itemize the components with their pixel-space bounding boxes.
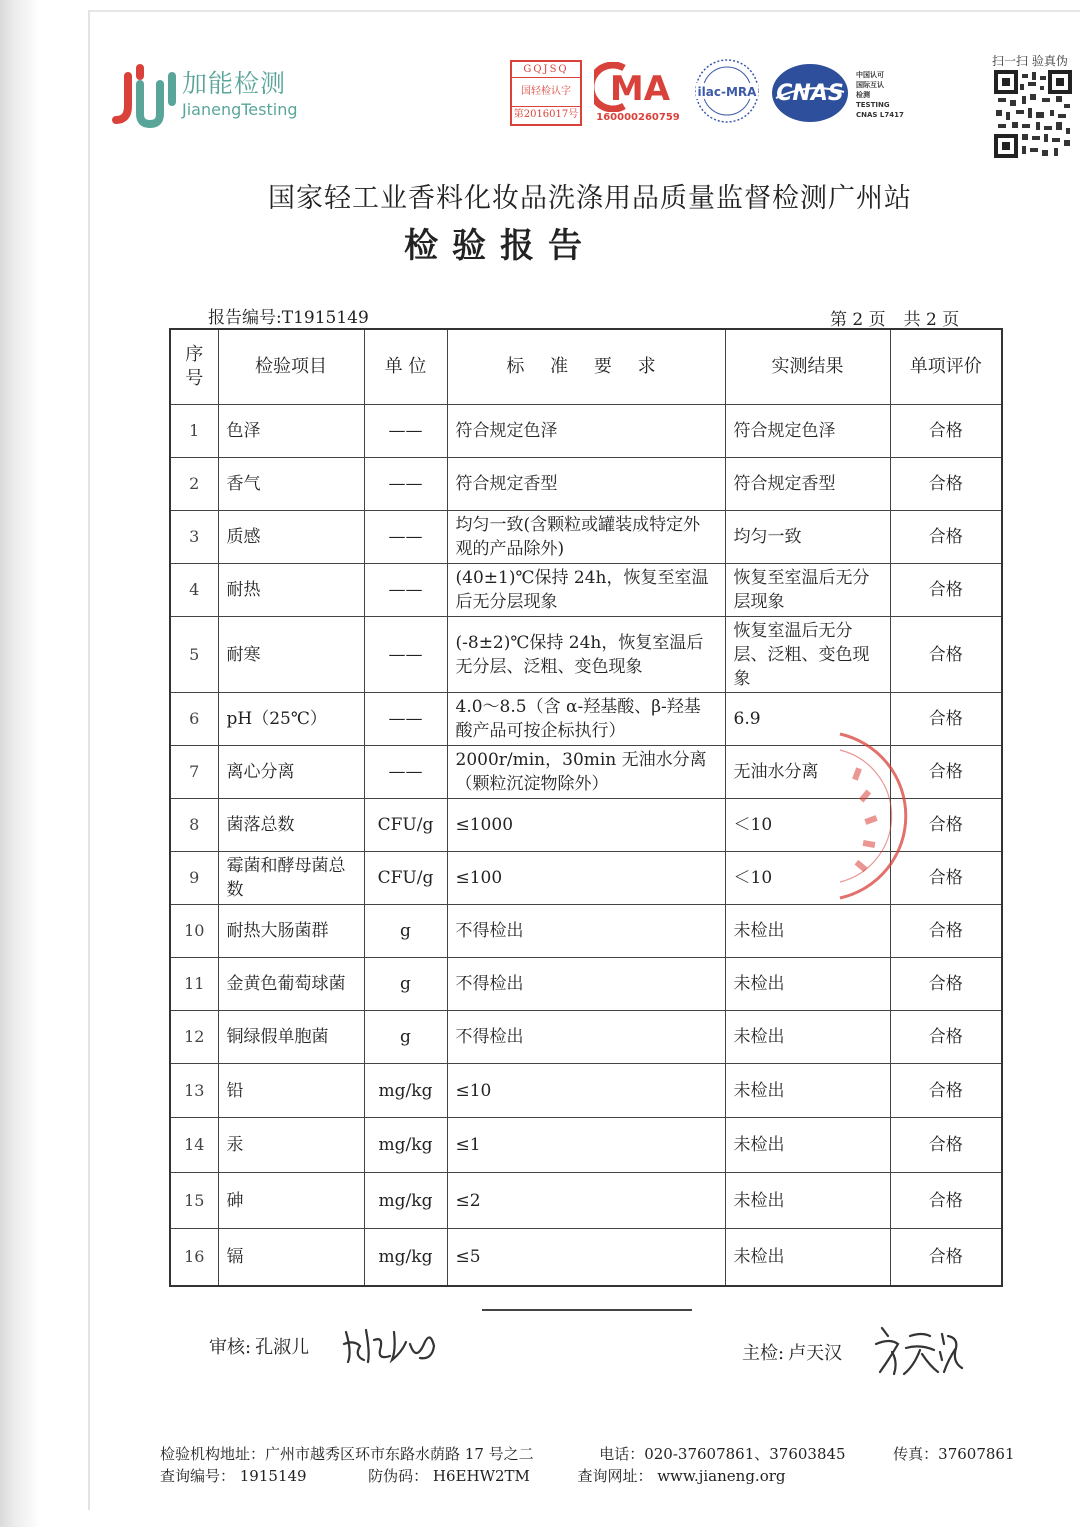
col-header-standard: 标 准 要 求 — [447, 329, 725, 405]
cma-logo-icon — [594, 62, 682, 112]
row-standard: ≤100 — [447, 852, 725, 905]
table-row — [170, 405, 1002, 458]
row-result: 符合规定香型 — [725, 458, 890, 511]
row-verdict: 合格 — [890, 1118, 1002, 1173]
gqjsq-mid: 国轻检认字 — [521, 86, 571, 97]
row-item: pH（25℃） — [218, 693, 364, 746]
footer-address: 检验机构地址：广州市越秀区环市东路水荫路 17 号之二 — [160, 1445, 534, 1463]
inspector-label: 主检: — [742, 1343, 785, 1364]
gqjsq-cert-mark — [510, 60, 582, 126]
reviewer-label: 审核: — [209, 1337, 252, 1358]
row-verdict: 合格 — [890, 852, 1002, 905]
scan-shadow — [0, 0, 40, 1527]
jn-logo-icon — [110, 62, 180, 132]
row-index: 15 — [170, 1173, 218, 1229]
footer-query-no: 查询编号： 1915149 — [160, 1467, 307, 1485]
row-standard: 不得检出 — [447, 1011, 725, 1064]
page-current: 第 2 页 — [830, 310, 886, 330]
row-unit: g — [364, 958, 447, 1011]
row-verdict: 合格 — [890, 405, 1002, 458]
row-item: 耐热 — [218, 564, 364, 617]
row-unit: —— — [364, 746, 447, 799]
organization-title: 国家轻工业香料化妆品洗涤用品质量监督检测广州站 — [268, 183, 912, 214]
inspector-block — [742, 1339, 842, 1365]
row-result: 恢复至室温后无分层现象 — [725, 564, 890, 617]
row-standard: 符合规定香型 — [447, 458, 725, 511]
row-result: 未检出 — [725, 958, 890, 1011]
row-result: 均匀一致 — [725, 511, 890, 564]
row-standard: 均匀一致(含颗粒或罐装成特定外观的产品除外) — [447, 511, 725, 564]
row-unit: —— — [364, 405, 447, 458]
row-verdict: 合格 — [890, 1064, 1002, 1118]
row-unit: mg/kg — [364, 1229, 447, 1286]
row-unit: —— — [364, 693, 447, 746]
row-unit: CFU/g — [364, 852, 447, 905]
cnas-mark — [770, 62, 850, 124]
row-verdict: 合格 — [890, 905, 1002, 958]
row-item: 离心分离 — [218, 746, 364, 799]
row-result: 未检出 — [725, 1118, 890, 1173]
row-result: 6.9 — [725, 693, 890, 746]
row-standard: (40±1)℃保持 24h，恢复至室温后无分层现象 — [447, 564, 725, 617]
row-index: 14 — [170, 1118, 218, 1173]
row-index: 16 — [170, 1229, 218, 1286]
gqjsq-top: GQJSQ — [512, 62, 580, 78]
ilac-mra-mark — [694, 58, 760, 124]
qr-label: 扫一扫 验真伪 — [992, 54, 1068, 68]
row-result: 无油水分离 — [725, 746, 890, 799]
row-result: ＜10 — [725, 852, 890, 905]
table-row — [170, 905, 1002, 958]
row-verdict: 合格 — [890, 564, 1002, 617]
footer-website[interactable]: 查询网址： www.jianeng.org — [577, 1467, 786, 1485]
inspector-signature-icon — [872, 1322, 964, 1378]
row-standard: ≤10 — [447, 1064, 725, 1118]
row-item: 汞 — [218, 1118, 364, 1173]
ilac-mra-logo-icon — [694, 58, 760, 124]
row-standard: 2000r/min，30min 无油水分离（颗粒沉淀物除外） — [447, 746, 725, 799]
row-verdict: 合格 — [890, 746, 1002, 799]
row-index: 12 — [170, 1011, 218, 1064]
row-item: 耐热大肠菌群 — [218, 905, 364, 958]
row-item: 砷 — [218, 1173, 364, 1229]
row-index: 6 — [170, 693, 218, 746]
report-number: 报告编号:T1915149 — [208, 308, 369, 328]
row-verdict: 合格 — [890, 958, 1002, 1011]
row-unit: mg/kg — [364, 1173, 447, 1229]
reviewer-signature-icon — [340, 1322, 440, 1366]
table-row — [170, 1064, 1002, 1118]
row-unit: g — [364, 905, 447, 958]
footer-line-1 — [160, 1443, 1015, 1464]
logo-text-en: JianengTesting — [182, 100, 298, 119]
qr-code-icon[interactable] — [994, 70, 1072, 158]
cnas-line: 国际互认 — [856, 81, 884, 89]
row-item: 色泽 — [218, 405, 364, 458]
inspector-name: 卢天汉 — [788, 1343, 843, 1364]
cma-number: 160000260759 — [596, 112, 680, 123]
table-row — [170, 617, 1002, 693]
row-standard: 4.0～8.5（含 α-羟基酸、β-羟基酸产品可按企标执行） — [447, 693, 725, 746]
col-header-result: 实测结果 — [725, 329, 890, 405]
col-header-index: 序号 — [170, 329, 218, 405]
footer-anti-fake: 防伪码： H6EHW2TM — [368, 1467, 530, 1485]
row-result: ＜10 — [725, 799, 890, 852]
cnas-caption — [856, 70, 916, 120]
signature-divider — [482, 1309, 692, 1311]
scan-edge-top — [90, 10, 1080, 12]
row-verdict: 合格 — [890, 1229, 1002, 1286]
row-standard: ≤1 — [447, 1118, 725, 1173]
cma-cert-mark — [594, 62, 682, 128]
row-unit: —— — [364, 617, 447, 693]
row-item: 镉 — [218, 1229, 364, 1286]
row-unit: —— — [364, 458, 447, 511]
row-item: 霉菌和酵母菌总数 — [218, 852, 364, 905]
row-verdict: 合格 — [890, 1011, 1002, 1064]
footer-phone: 电话：020-37607861、37603845 — [599, 1445, 846, 1463]
company-logo — [110, 62, 310, 132]
table-row — [170, 1011, 1002, 1064]
page-indicator — [830, 305, 959, 330]
row-unit: mg/kg — [364, 1064, 447, 1118]
row-result: 未检出 — [725, 1064, 890, 1118]
reviewer-block — [209, 1333, 309, 1359]
reviewer-name: 孔淑儿 — [255, 1337, 310, 1358]
row-index: 7 — [170, 746, 218, 799]
row-index: 11 — [170, 958, 218, 1011]
row-standard: 不得检出 — [447, 958, 725, 1011]
table-row — [170, 958, 1002, 1011]
row-verdict: 合格 — [890, 799, 1002, 852]
official-seal-icon — [800, 728, 910, 908]
col-header-verdict: 单项评价 — [890, 329, 1002, 405]
row-item: 铜绿假单胞菌 — [218, 1011, 364, 1064]
row-result: 恢复室温后无分层、泛粗、变色现象 — [725, 617, 890, 693]
cnas-line: 检测 — [856, 91, 870, 99]
scan-edge-left — [88, 10, 90, 1510]
row-index: 10 — [170, 905, 218, 958]
row-result: 未检出 — [725, 1011, 890, 1064]
row-result: 符合规定色泽 — [725, 405, 890, 458]
table-row — [170, 458, 1002, 511]
row-item: 铅 — [218, 1064, 364, 1118]
row-standard: ≤2 — [447, 1173, 725, 1229]
row-unit: —— — [364, 511, 447, 564]
row-verdict: 合格 — [890, 458, 1002, 511]
table-row — [170, 1118, 1002, 1173]
cnas-logo-icon — [770, 62, 850, 124]
row-standard: 符合规定色泽 — [447, 405, 725, 458]
row-index: 9 — [170, 852, 218, 905]
table-row — [170, 564, 1002, 617]
row-standard: ≤5 — [447, 1229, 725, 1286]
row-verdict: 合格 — [890, 693, 1002, 746]
table-row — [170, 511, 1002, 564]
svg-text:ilac-MRA: ilac-MRA — [697, 85, 757, 99]
col-header-unit: 单 位 — [364, 329, 447, 405]
table-row — [170, 1229, 1002, 1286]
table-row — [170, 1173, 1002, 1229]
page-total: 共 2 页 — [903, 310, 960, 330]
row-index: 2 — [170, 458, 218, 511]
row-index: 13 — [170, 1064, 218, 1118]
row-index: 3 — [170, 511, 218, 564]
cnas-line: 中国认可 — [856, 71, 884, 79]
row-standard: (-8±2)℃保持 24h，恢复室温后无分层、泛粗、变色现象 — [447, 617, 725, 693]
row-standard: 不得检出 — [447, 905, 725, 958]
row-result: 未检出 — [725, 1173, 890, 1229]
row-index: 1 — [170, 405, 218, 458]
row-index: 5 — [170, 617, 218, 693]
row-result: 未检出 — [725, 905, 890, 958]
row-unit: g — [364, 1011, 447, 1064]
col-header-item: 检验项目 — [218, 329, 364, 405]
row-index: 8 — [170, 799, 218, 852]
svg-text:CNAS: CNAS — [776, 81, 844, 106]
row-result: 未检出 — [725, 1229, 890, 1286]
row-unit: —— — [364, 564, 447, 617]
row-index: 4 — [170, 564, 218, 617]
row-unit: mg/kg — [364, 1118, 447, 1173]
gqjsq-bottom: 第2016017号 — [512, 106, 580, 122]
footer-line-2 — [160, 1465, 786, 1486]
row-unit: CFU/g — [364, 799, 447, 852]
row-verdict: 合格 — [890, 1173, 1002, 1229]
table-header-row — [170, 329, 1002, 405]
row-item: 菌落总数 — [218, 799, 364, 852]
footer-fax: 传真：37607861 — [893, 1445, 1015, 1463]
cnas-line: CNAS L7417 — [856, 111, 904, 119]
row-item: 耐寒 — [218, 617, 364, 693]
logo-text-cn: 加能检测 — [182, 69, 287, 98]
cnas-line: TESTING — [856, 101, 890, 109]
row-item: 香气 — [218, 458, 364, 511]
row-verdict: 合格 — [890, 511, 1002, 564]
row-standard: ≤1000 — [447, 799, 725, 852]
row-verdict: 合格 — [890, 617, 1002, 693]
row-item: 质感 — [218, 511, 364, 564]
document-title: 检验报告 — [404, 226, 596, 266]
svg-text:MA: MA — [609, 69, 671, 109]
row-item: 金黄色葡萄球菌 — [218, 958, 364, 1011]
